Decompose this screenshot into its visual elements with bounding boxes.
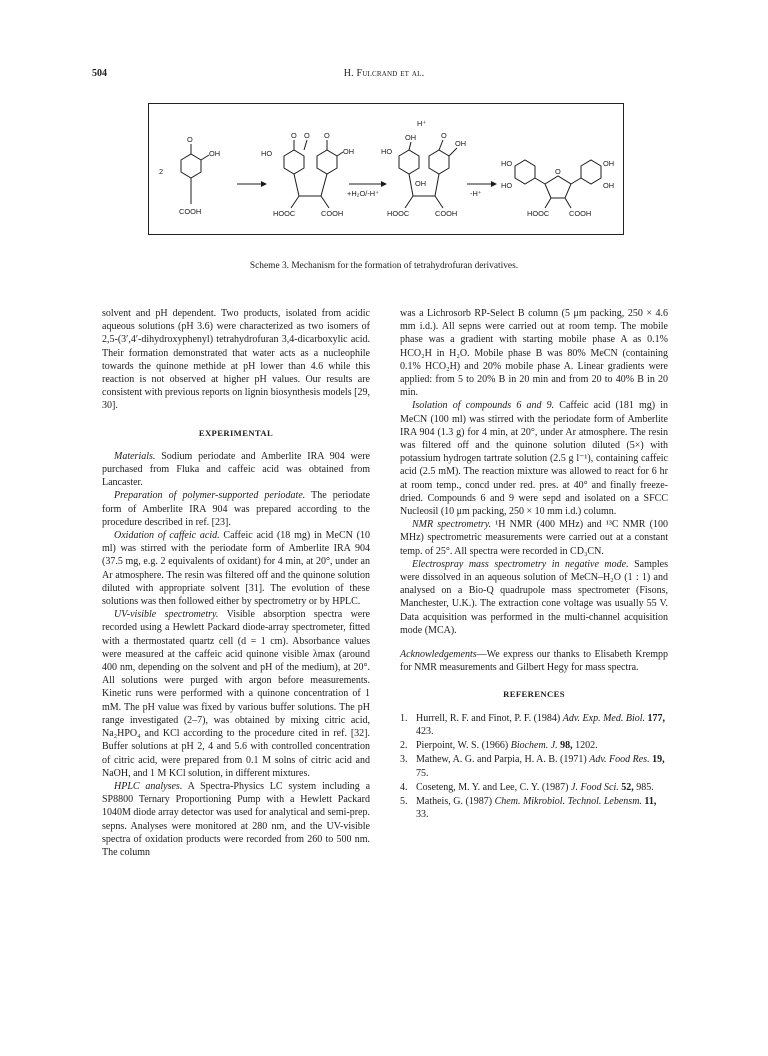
materials-heading: Materials. [114,450,156,462]
reference-authors: Matheis, G. (1987) [416,795,495,807]
reference-volume: 11, [641,795,657,807]
label-hooc: HOOC [527,209,550,218]
stoich-coef: 2 [159,167,164,176]
label-o: O [304,131,310,140]
step2-label: +H₂O/-H⁺ [347,189,380,198]
label-oh: OH [415,179,427,188]
reference-authors: Coseteng, M. Y. and Lee, C. Y. (1987) [416,781,571,793]
hplc-heading: HPLC analyses. [114,780,183,792]
reference-item [400,781,668,794]
reference-pages: 423. [416,725,434,737]
acknowledgements-heading: Acknowledgements [400,649,477,661]
oxidation-heading: Oxidation of caffeic acid. [114,530,220,542]
electrospray-paragraph [400,558,668,637]
section-heading-experimental: EXPERIMENTAL [198,427,274,438]
uv-vis-text: Visible absorption spectra were recorded using a Hewlett Packard diode-array spectrometer, fitted with a thermostated quartz cell (d = 1 cm). Absorbance values were measured at the caffeic acid quinone visible λmax (around 400 nm, depending on the solvent and pH of the medium), at 20°. All solutions were purged with argon before measurements. Kinetic runs were performed with a quinone concentration of 1 mM. The pH value was fixed by various buffer solutions. The pH range investigated (2–7), was obtained by mixing citric acid, Na₂HPO₄ and KCl according to the procedure cited in ref. [32]. Buffer solutions at pH 2, 4 and 5.6 with controlled concentration of citric acid, were prepared from 0.1 M solns of citric acid and NaOH, and 1 M KCl solution, in different mixtures. [102,609,370,779]
reference-text [416,753,668,779]
materials-paragraph [102,450,370,490]
electrospray-text: Samples were dissolved in an aqueous solution of MeCN–H₂O (1 : 1) and analysed on a Bio-Q quadrupole mass spectrometer (Fisons, Manchester, U.K.). The extraction cone voltage was usually 55 V. Data acquisition was performed in the multi-channel acquisition mode (MCA). [400,558,669,636]
column-continuation-paragraph: was a Lichrosorb RP-Select B column (5 μm packing, 250 × 4.6 mm i.d.). All sepns were carried out at room temp. The mobile phase was a gradient with starting mobile phase A as 0.1% HCO₂H in H₂O. Mobile phase B was 80% MeCN (containing 0.1% HCO₂H) and 20% mobile phase A. Linear gradients were applied: from 5 to 20% B in 20 min and from 20 to 40% B in 20 min. [400,308,668,399]
right-column [400,307,668,822]
reference-text [416,781,668,794]
oxidation-text: Caffeic acid (18 mg) in MeCN (10 ml) was stirred with the periodate form of Amberlite IRA 904 (37.5 mg, e.g. 2 equivalents of oxidant) for 4 min, at 20°, under an Ar atmosphere. The resin was filtered off and the quinone solution diluted with appropriate solvent [31]. The evolution of these solutions was then followed either by spectrometry or by HPLC. [102,530,371,608]
reference-pages: 1202. [572,740,598,752]
label-hplus: H⁺ [417,119,427,128]
running-head [0,68,768,79]
reference-text [416,795,668,821]
reference-authors: Pierpoint, W. S. (1966) [416,740,511,752]
label-cooh: COOH [569,209,592,218]
oxidation-paragraph [102,529,370,608]
reference-text [416,712,668,738]
label-hooc: HOOC [387,209,410,218]
label-cooh: COOH [435,209,458,218]
preparation-text: The periodate form of Amberlite IRA 904 was prepared according to the procedure described in ref. [23]. [102,490,370,528]
step3-label: -H⁺ [470,189,482,198]
label-ho: HO [501,181,513,190]
scheme-drawing [149,104,625,236]
label-oh: OH [343,147,355,156]
reference-volume: 98, [557,740,573,752]
label-cooh: COOH [321,209,344,218]
references-heading: REFERENCES [503,689,565,700]
label-ho: HO [261,149,273,158]
reference-number: 2. [400,740,408,752]
left-column [102,307,370,859]
reference-pages: 985. [633,781,654,793]
isolation-paragraph [400,399,668,518]
quinone-molecule [159,135,220,216]
scheme-caption: Scheme 3. Mechanism for the formation of tetrahydrofuran derivatives. [249,261,519,271]
hydrated-intermediate-molecule [381,119,466,218]
label-oh: OH [603,159,615,168]
preparation-paragraph [102,489,370,529]
reference-volume: 177, [645,712,666,724]
intro-paragraph: solvent and pH dependent. Two products, isolated from acidic aqueous solutions (pH 3.6) were characterized as two isomers of 2,5-(3′,4′-dihydroxyphenyl) tetrahydrofuran 3,4-dicarboxylic acid. Their formation demonstrated that water acts as a nucleophile towards the quinone methide at pH lower than 4.6 while this reaction is not observed at higher pH values. Our results are consistent with previous reports on lignin biosynthesis models [29, 30]. [102,308,370,412]
isolation-heading: Isolation of compounds 6 and 9. [412,400,555,412]
reference-item [400,739,668,752]
reference-item [400,795,668,821]
isolation-text: Caffeic acid (181 mg) in MeCN (100 ml) was stirred with the periodate form of Amberlite IRA 904 (1.3 g) for 4 min, at 20°, under Ar atmosphere. The resin was filtered off and the quinone solution diluted (5×) with potassium hydrogen tartrate solution (2.5 g l⁻¹), containing caffeic acid (2.5 mM). The reaction mixture was allowed to react for 6 hr at room temp., concd under red. pres. at 40° and finally freeze-dried. Compounds 6 and 9 were sepd and isolated on a SFCC Nucleosil (10 μm packing, 250 × 10 mm i.d.) column. [400,400,668,518]
label-o: O [187,135,193,144]
label-o: O [441,131,447,140]
label-o: O [555,167,561,176]
dimer-quinone-molecule [261,131,354,218]
acknowledgements-paragraph [400,648,668,674]
reference-number: 4. [400,781,408,793]
label-oh: OH [405,133,417,142]
reference-authors: Hurrell, R. F. and Finot, P. F. (1984) [416,712,563,724]
label-oh: OH [209,149,221,158]
reference-authors: Mathew, A. G. and Parpia, H. A. B. (1971) [416,754,590,766]
label-hooc: HOOC [273,209,296,218]
running-head-text: H. Fulcrand et al. [343,68,425,79]
reference-volume: 19, [649,754,665,766]
nmr-text: ¹H NMR (400 MHz) and ¹³C NMR (100 MHz) spectrometric measurements were carried out at a constant temp. of 25°. All spectra were recorded in CD₃CN. [400,519,668,557]
reference-item [400,753,668,779]
reaction-scheme [148,103,624,235]
reference-journal: Biochem. J. [510,740,558,752]
label-o: O [291,131,297,140]
acknowledgements-text: —We express our thanks to Elisabeth Krempp for NMR measurements and Gilbert Hegy for mass spectra. [400,649,668,674]
reference-number: 1. [400,712,408,724]
nmr-heading: NMR spectrometry. [412,519,492,531]
reference-pages: 75. [416,767,429,779]
hplc-text: A Spectra-Physics LC system including a SP8800 Ternary Proportioning Pump with a Hewlett Packard 1040M diode array detector was used for analytical and semi-prep. sepns. Analyses were monitored at 280 nm, and the UV-visible spectra of oxidation products were recorded from 260 to 500 nm. The column [102,780,371,858]
uv-vis-paragraph [102,608,370,780]
reference-item [400,712,668,738]
reference-journal: Chem. Mikrobiol. Technol. Lebensm. [494,795,642,807]
label-ho: HO [501,159,513,168]
page-number: 504 [92,68,107,79]
nmr-paragraph [400,518,668,558]
label-o: O [324,131,330,140]
tetrahydrofuran-product-molecule [501,159,614,218]
electrospray-heading: Electrospray mass spectrometry in negative mode. [412,558,629,570]
reference-number: 5. [400,795,408,807]
reference-number: 3. [400,754,408,766]
uv-vis-heading: UV-visible spectrometry. [114,609,219,621]
label-oh: OH [603,181,615,190]
reference-pages: 33. [416,809,429,821]
spacer [400,637,668,648]
preparation-heading: Preparation of polymer-supported periodate. [114,490,306,502]
materials-text: Sodium periodate and Amberlite IRA 904 were purchased from Fluka and caffeic acid was obtained from Lancaster. [102,450,370,489]
reference-text [416,739,668,752]
reference-list [400,712,668,822]
hplc-paragraph [102,780,370,859]
label-oh: OH [455,139,467,148]
reference-volume: 52, [618,781,634,793]
label-ho: HO [381,147,393,156]
label-cooh: COOH [179,207,202,216]
reference-journal: Adv. Food Res. [589,754,650,766]
reference-journal: J. Food Sci. [571,781,619,793]
reference-journal: Adv. Exp. Med. Biol. [562,712,646,724]
